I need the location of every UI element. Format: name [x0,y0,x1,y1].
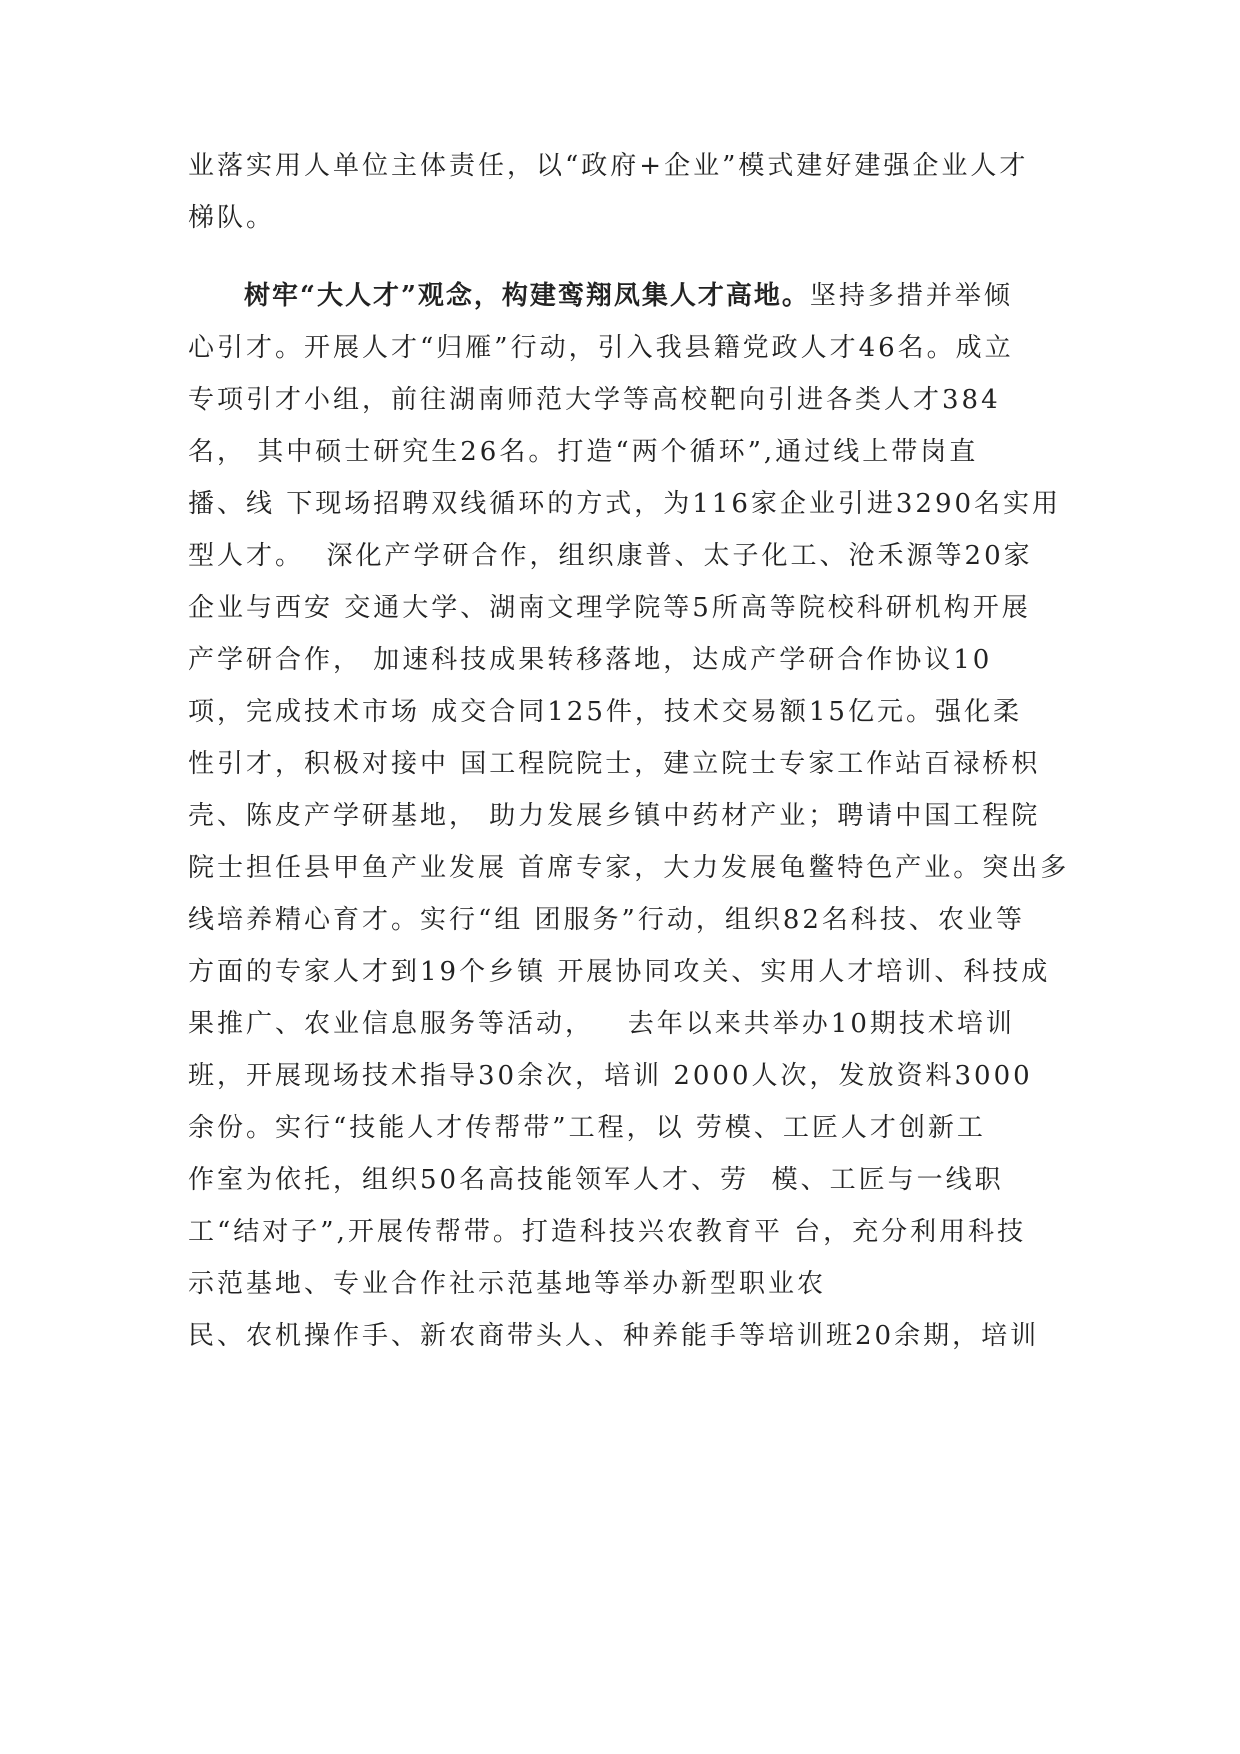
text-line: 性引才，积极对接中 国工程院院士，建立院士专家工作站百禄桥枳 [188,749,1041,779]
paragraph-text: 坚持多措并举倾 [809,281,1013,311]
text-line: 方面的专家人才到19个乡镇 开展协同攻关、实用人才培训、科技成 [188,957,1051,987]
text-line: 工“结对子”,开展传帮带。打造科技兴农教育平 台，充分利用科技 [188,1217,1027,1247]
text-line: 企业与西安 交通大学、湖南文理学院等5所高等院校科研机构开展 [188,593,1031,623]
text-line: 项，完成技术市场 成交合同125件，技术交易额15亿元。强化柔 [188,697,1022,727]
text-line: 余份。实行“技能人才传帮带”工程，以 劳模、工匠人才创新工 [188,1113,986,1143]
paragraph-first-line [244,278,1013,314]
text-line: 班，开展现场技术指导30余次，培训 2000人次，发放资料3000 [188,1061,1033,1091]
text-line: 播、线 下现场招聘双线循环的方式，为116家企业引进3290名实用 [188,489,1062,519]
text-line: 院士担任县甲鱼产业发展 首席专家，大力发展龟鳖特色产业。突出多 [188,853,1070,883]
text-line: 心引才。开展人才“归雁”行动，引入我县籍党政人才46名。成立 [188,333,1014,363]
text-line: 示范基地、专业合作社示范基地等举办新型职业农 [188,1269,827,1299]
text-line: 壳、陈皮产学研基地， 助力发展乡镇中药材产业；聘请中国工程院 [188,801,1041,831]
text-line: 名， 其中硕士研究生26名。打造“两个循环”,通过线上带岗直 [188,437,979,467]
text-line: 线培养精心育才。实行“组 团服务”行动，组织82名科技、农业等 [188,905,1025,935]
text-line: 产学研合作， 加速科技成果转移落地，达成产学研合作协议10 [188,645,993,675]
text-line: 专项引才小组，前往湖南师范大学等高校靶向引进各类人才384 [188,385,1001,415]
text-line: 民、农机操作手、新农商带头人、种养能手等培训班20余期，培训 [188,1321,1040,1351]
paragraph-heading: 树牢“大人才”观念，构建鸾翔凤集人才高地。 [244,281,810,311]
text-line: 梯队。 [188,203,276,233]
text-line: 作室为依托，组织50名高技能领军人才、劳 模、工匠与一线职 [188,1165,1004,1195]
text-line: 业落实用人单位主体责任，以“政府+企业”模式建好建强企业人才 [188,151,1029,181]
text-line: 果推广、农业信息服务等活动， 去年以来共举办10期技术培训 [188,1009,1015,1039]
text-line: 型人才。 深化产学研合作，组织康普、太子化工、沧禾源等20家 [188,541,1033,571]
